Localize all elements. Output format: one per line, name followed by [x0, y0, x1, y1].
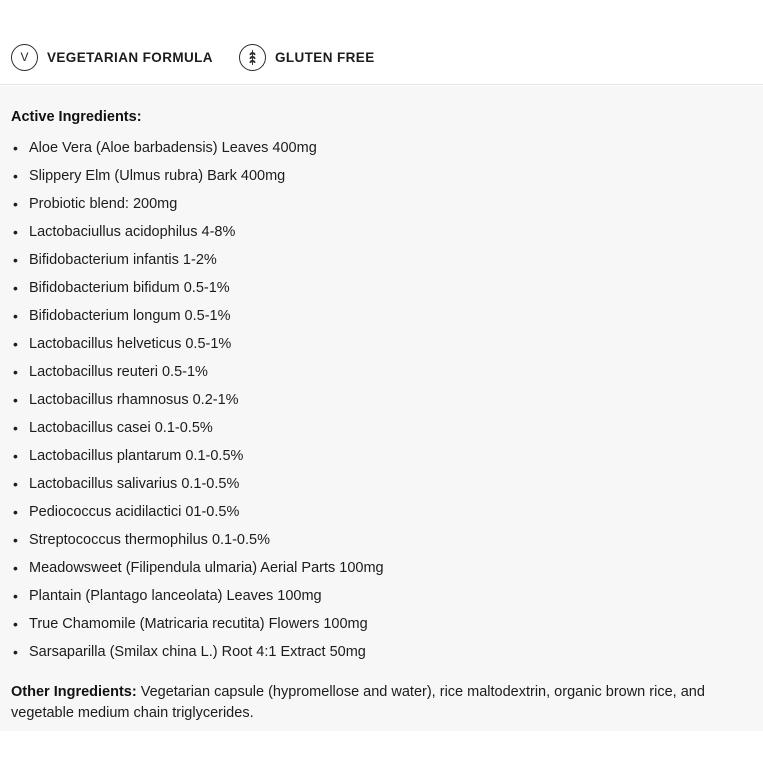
list-item: • Streptococcus thermophilus 0.1-0.5% [11, 526, 749, 554]
list-item: • Lactobacillus rhamnosus 0.2-1% [11, 386, 749, 414]
list-item: • Pediococcus acidilactici 01-0.5% [11, 498, 749, 526]
badge-label-vegetarian: VEGETARIAN FORMULA [47, 49, 213, 65]
list-item: • Bifidobacterium infantis 1-2% [11, 246, 749, 274]
badge-label-gluten-free: GLUTEN FREE [274, 49, 375, 65]
active-ingredients-list [11, 134, 749, 666]
list-item: • True Chamomile (Matricaria recutita) Flowers 100mg [11, 610, 749, 638]
vegetarian-circle-icon [11, 44, 38, 71]
other-ingredients-label: Other Ingredients: [11, 683, 137, 700]
list-item: • Lactobacillus plantarum 0.1-0.5% [11, 442, 749, 470]
list-item: • Bifidobacterium longum 0.5-1% [11, 302, 749, 330]
list-item: • Plantain (Plantago lanceolata) Leaves 100mg [11, 582, 749, 610]
other-ingredients-paragraph [11, 682, 749, 724]
list-item: • Lactobacillus helveticus 0.5-1% [11, 330, 749, 358]
list-item: • Meadowsweet (Filipendula ulmaria) Aerial Parts 100mg [11, 554, 749, 582]
list-item: • Lactobacillus reuteri 0.5-1% [11, 358, 749, 386]
list-item: • Sarsaparilla (Smilax china L.) Root 4:1 Extract 50mg [11, 638, 749, 666]
list-item: • Lactobacillus casei 0.1-0.5% [11, 414, 749, 442]
active-ingredients-title: Active Ingredients: [11, 109, 142, 125]
list-item: • Probiotic blend: 200mg [11, 190, 749, 218]
badge-gluten-free [239, 44, 375, 71]
list-item: • Bifidobacterium bifidum 0.5-1% [11, 274, 749, 302]
list-item: • Lactobaciullus acidophilus 4-8% [11, 218, 749, 246]
list-item: • Slippery Elm (Ulmus rubra) Bark 400mg [11, 162, 749, 190]
list-item: • Aloe Vera (Aloe barbadensis) Leaves 400mg [11, 134, 749, 162]
ingredients-panel [0, 86, 763, 731]
other-ingredients-text: Vegetarian capsule (hypromellose and water), rice maltodextrin, organic brown rice, and vegetable medium chain triglycerides. [11, 683, 705, 721]
badge-vegetarian-formula [11, 44, 213, 71]
list-item: • Lactobacillus salivarius 0.1-0.5% [11, 470, 749, 498]
certification-badge-strip [0, 30, 763, 85]
vegetarian-v-glyph: V [20, 50, 29, 64]
wheat-gluten-free-icon [239, 44, 266, 71]
